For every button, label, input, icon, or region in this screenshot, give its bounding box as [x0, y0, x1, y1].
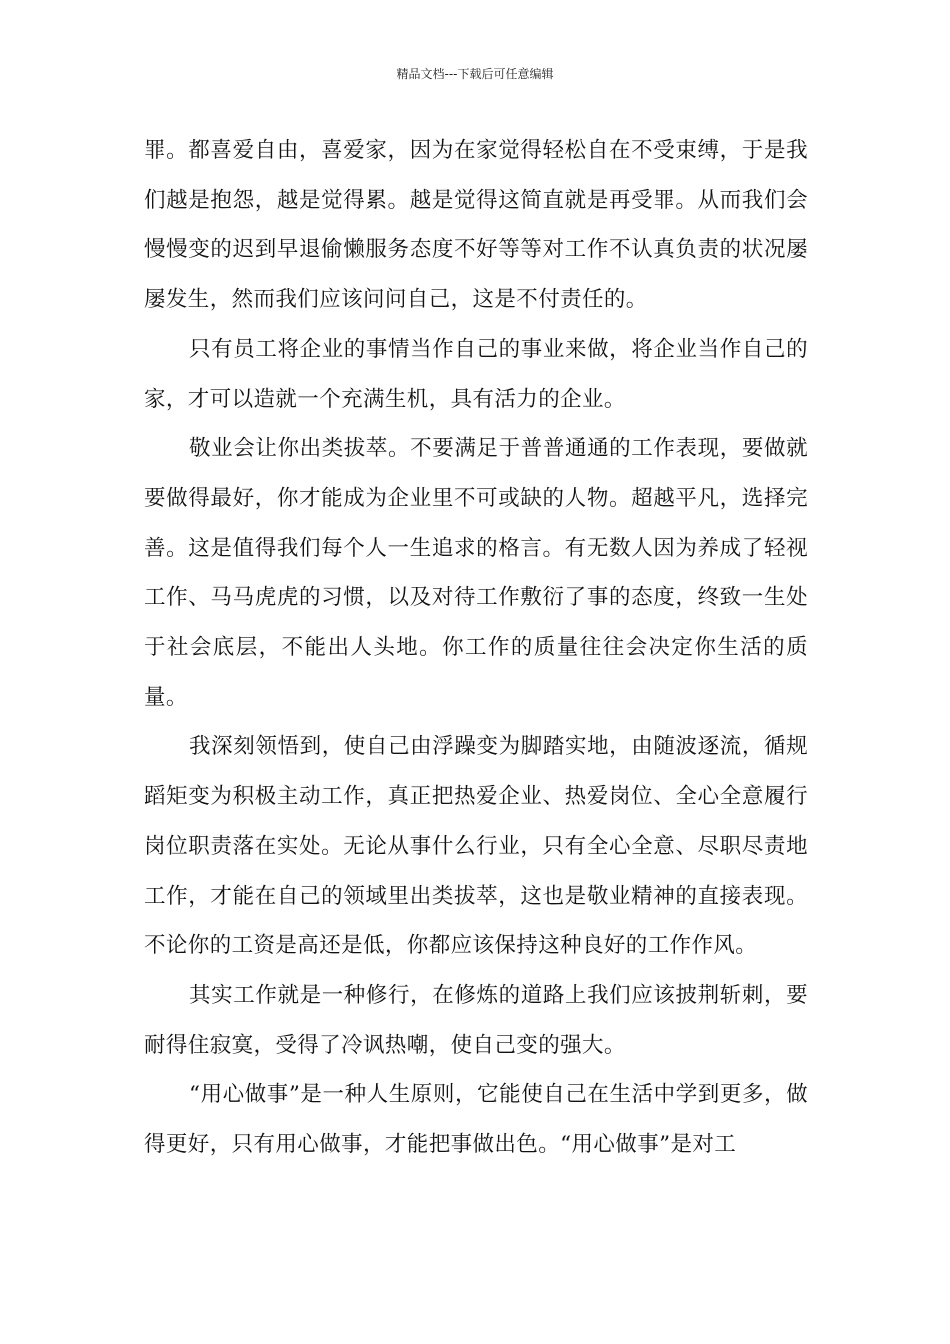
document-body: [144, 126, 808, 1170]
page-header: 精品文档---下载后可任意编辑: [396, 67, 554, 81]
paragraph-3: 敬业会让你出类拔萃。不要满足于普普通通的工作表现，要做就要做得最好，你才能成为企业里不可或缺的人物。超越平凡，选择完善。这是值得我们每个人一生追求的格言。有无数人因为养成了轻视工作、马马虎虎的习惯，以及对待工作敷衍了事的态度，终致一生处于社会底层，不能出人头地。你工作的质量往往会决定你生活的质量。: [144, 436, 808, 710]
paragraph-5: 其实工作就是一种修行，在修炼的道路上我们应该披荆斩刺，要耐得住寂寞，受得了冷讽热嘲，使自己变的强大。: [144, 982, 808, 1058]
paragraph-4: 我深刻领悟到，使自己由浮躁变为脚踏实地，由随波逐流，循规蹈矩变为积极主动工作，真正把热爱企业、热爱岗位、全心全意履行岗位职责落在实处。无论从事什么行业，只有全心全意、尽职尽责地工作，才能在自己的领域里出类拔萃，这也是敬业精神的直接表现。不论你的工资是高还是低，你都应该保持这种良好的工作作风。: [144, 734, 808, 959]
paragraph-2: 只有员工将企业的事情当作自己的事业来做，将企业当作自己的家，才可以造就一个充满生机，具有活力的企业。: [144, 336, 808, 412]
paragraph-1: 罪。都喜爱自由，喜爱家，因为在家觉得轻松自在不受束缚，于是我们越是抱怨，越是觉得累。越是觉得这简直就是再受罪。从而我们会慢慢变的迟到早退偷懒服务态度不好等等对工作不认真负责的状况屡屡发生，然而我们应该问问自己，这是不付责任的。: [144, 138, 808, 313]
paragraph-6: “用心做事”是一种人生原则，它能使自己在生活中学到更多，做得更好，只有用心做事，才能把事做出色。“用心做事”是对工: [144, 1082, 808, 1158]
